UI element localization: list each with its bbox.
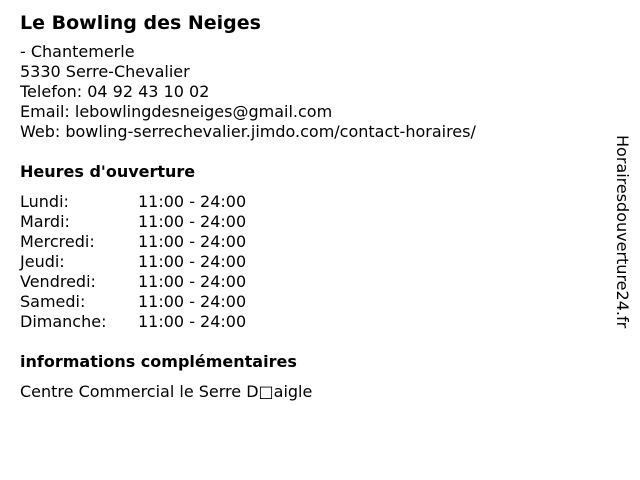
web-line: Web: bowling-serrechevalier.jimdo.com/contact-horaires/	[20, 122, 476, 141]
day-label: Mercredi:	[20, 232, 95, 251]
additional-info-title: informations complémentaires	[20, 352, 297, 371]
day-label: Vendredi:	[20, 272, 96, 291]
address-line-2: 5330 Serre-Chevalier	[20, 62, 190, 81]
site-watermark: Horairesdouverture24.fr	[613, 135, 632, 329]
hours-row-monday	[20, 192, 600, 212]
address-line-1: - Chantemerle	[20, 42, 135, 61]
opening-hours-table	[20, 192, 600, 332]
day-label: Mardi:	[20, 212, 70, 231]
hours-row-tuesday	[20, 212, 600, 232]
hours-value: 11:00 - 24:00	[138, 252, 247, 271]
phone-line: Telefon: 04 92 43 10 02	[20, 82, 210, 101]
hours-row-thursday	[20, 252, 600, 272]
hours-value: 11:00 - 24:00	[138, 292, 247, 311]
day-label: Dimanche:	[20, 312, 107, 331]
hours-row-saturday	[20, 292, 600, 312]
hours-value: 11:00 - 24:00	[138, 212, 247, 231]
hours-row-wednesday	[20, 232, 600, 252]
hours-value: 11:00 - 24:00	[138, 192, 247, 211]
hours-row-friday	[20, 272, 600, 292]
business-name: Le Bowling des Neiges	[20, 12, 261, 34]
additional-info-text: Centre Commercial le Serre D□aigle	[20, 382, 313, 401]
hours-value: 11:00 - 24:00	[138, 232, 247, 251]
hours-value: 11:00 - 24:00	[138, 272, 247, 291]
business-card	[20, 10, 600, 402]
email-line: Email: lebowlingdesneiges@gmail.com	[20, 102, 333, 121]
day-label: Lundi:	[20, 192, 69, 211]
hours-value: 11:00 - 24:00	[138, 312, 247, 331]
day-label: Samedi:	[20, 292, 86, 311]
opening-hours-title: Heures d'ouverture	[20, 162, 196, 181]
hours-row-sunday	[20, 312, 600, 332]
day-label: Jeudi:	[20, 252, 65, 271]
